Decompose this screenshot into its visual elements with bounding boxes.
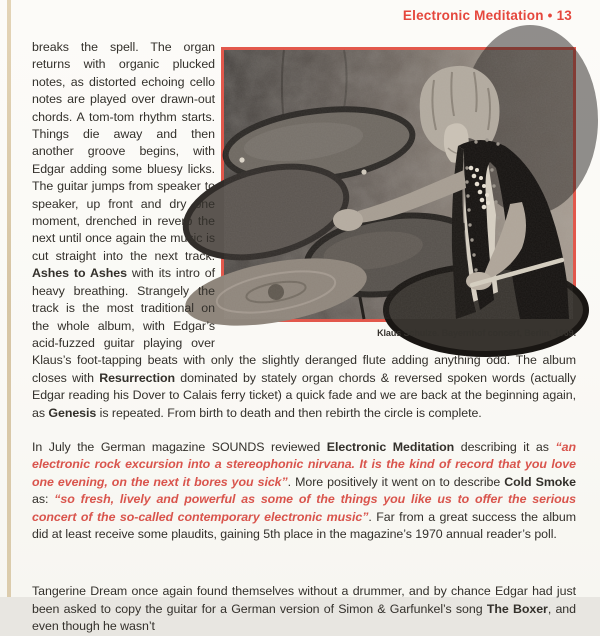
page-binding-edge [7, 0, 11, 597]
drummer-photo-illustration [221, 47, 576, 322]
text-segment: Resurrection [99, 370, 176, 385]
text-segment: “so fresh, lively and powerful as some of the things you like us to offer the serious concert of the so-called contemporary electronic music” [32, 492, 576, 524]
text-segment: Electronic Meditation [326, 439, 455, 454]
paragraph-sounds-review [32, 439, 576, 543]
page-header-title: Electronic Meditation [402, 8, 544, 23]
page-number-separator: • [547, 8, 553, 23]
paragraph-the-boxer [32, 583, 576, 635]
text-segment: Genesis [48, 405, 97, 420]
text-segment: “an electronic rock excursion into a stereophonic nirvana. It is the kind of record that you love one evening, on the next it bores you sick” [32, 439, 576, 489]
page-content [32, 8, 576, 636]
text-segment: dominated by stately organ chords & reversed spoken words (actually Edgar reading his Dover to Calais ferry ticket) a quick fade and we are back at the beginning again, as [32, 370, 576, 420]
paragraph-album-review [32, 39, 576, 422]
text-segment: describing it as [454, 439, 556, 454]
text-segment: Cold Smoke [504, 474, 576, 489]
photo-figure [221, 47, 576, 342]
text-segment: with its intro of heavy breathing. Strangely the track is the most traditional on the whole album, with Edgar’s acid-fuzzed guitar playing over Klaus’s foot-tapping beats with only the slightly deranged flute adding anything odd. The album closes with [32, 266, 576, 385]
text-segment: Tangerine Dream once again found themselves without a drummer, and by chance Edgar had just been asked to copy the guitar for a German version of Simon & Garfunkel’s song [32, 584, 576, 616]
text-segment: , and even though he wasn’t [32, 601, 576, 634]
page-number: 13 [556, 8, 572, 23]
photo-caption: Klaus Schulze. Bayernhof concert, Berlin, 1969. [377, 328, 576, 338]
text-segment: is repeated. From birth to death and then rebirth the circle is complete. [96, 405, 482, 420]
text-segment: . Far from a great success the album did at least receive some plaudits, gaining 5th place in the magazine’s 1970 annual reader’s poll. [32, 509, 576, 541]
page-header [32, 8, 576, 23]
text-segment: . More positively it went on to describe [287, 474, 505, 489]
text-segment: The Boxer [486, 601, 548, 616]
text-segment: breaks the spell. The organ returns with organic plucked notes, as distorted echoing cello notes are played over drawn-out chords. A tom-tom rhythm starts. Things die away and then another groove begins, with Edgar adding some bluesy licks. The guitar jumps from speaker to speaker, up front and dry one moment, drenched in reverb the next until once again the music is cut straight into the next track: [32, 40, 215, 263]
text-segment: Ashes to Ashes [32, 266, 127, 281]
photo-grain-overlay [224, 50, 573, 319]
text-segment: as: [32, 492, 55, 507]
text-segment: In July the German magazine SOUNDS reviewed [32, 439, 327, 454]
